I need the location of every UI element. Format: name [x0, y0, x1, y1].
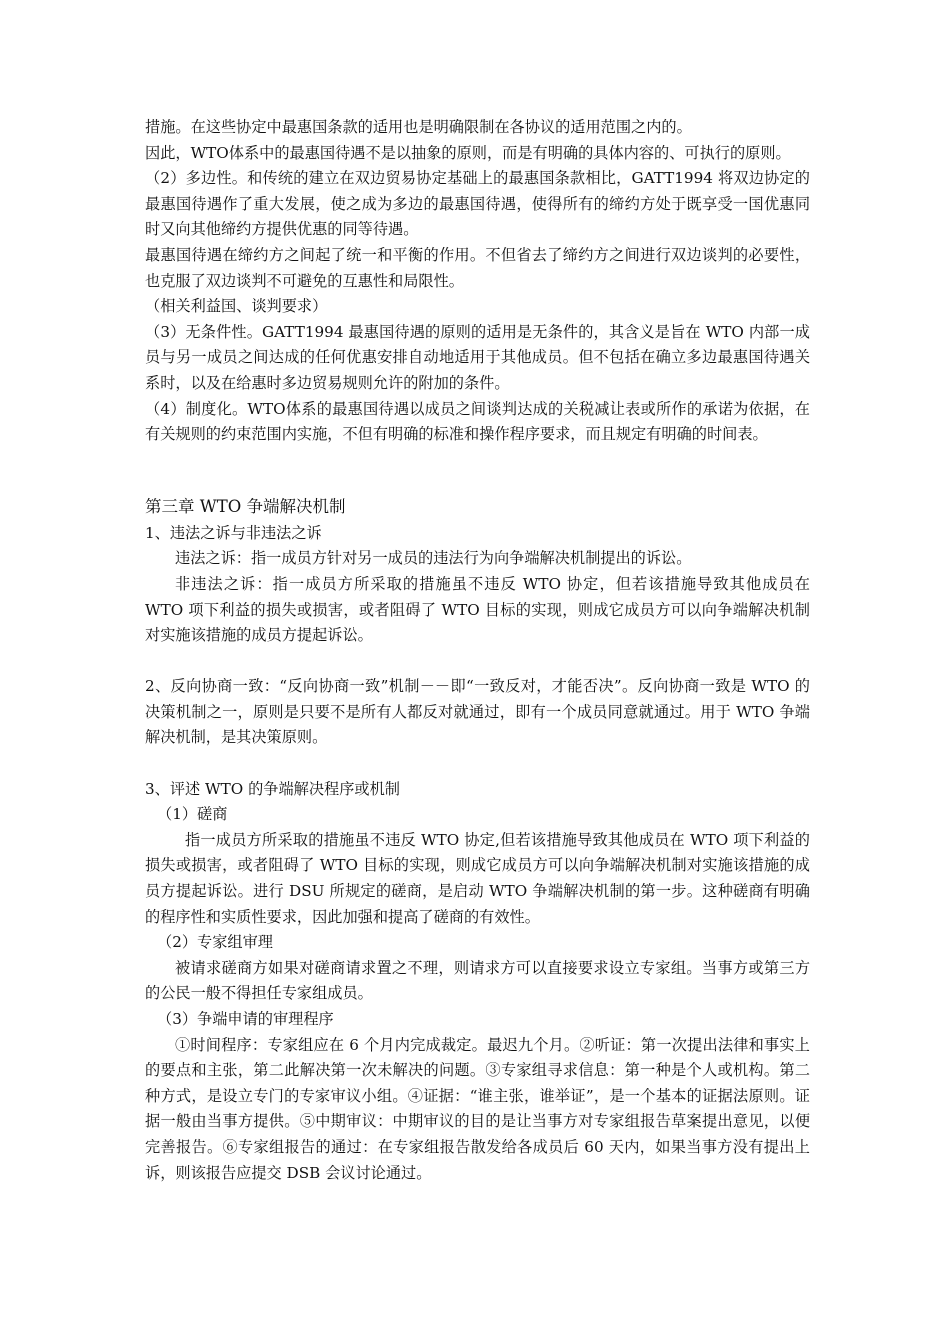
paragraph-procedure: ①时间程序：专家组应在 6 个月内完成裁定。最迟九个月。②听证：第一次提出法律和事实上的要点和主张，第二此解决第一次未解决的问题。③专家组寻求信息：第一种是个人或机构。第二种方式，是设立专门的专家审议小组。④证据：“谁主张，谁举证”，是一个基本的证据法原则。证据一般由当事方提供。⑤中期审议：中期审议的目的是让当事方对专家组报告草案提出意见，以便完善报告。⑥专家组报告的通过：在专家组报告散发给各成员后 60 天内，如果当事方没有提出上诉，则该报告应提交 DSB 会议讨论通过。 — [145, 1035, 810, 1182]
paragraph-multilateral: （2）多边性。和传统的建立在双边贸易协定基础上的最惠国条款相比，GATT1994 将双边协定的最惠国待遇作了重大发展，使之成为多边的最惠国待遇，使得所有的缔约方处于既享受一国优惠同时又向其他缔约方提供优惠的同等待遇。 — [145, 169, 810, 239]
subheading-panel-review: （2）专家组审理 — [157, 933, 273, 952]
section-heading-3: 3、评述 WTO 的争端解决程序或机制 — [145, 779, 400, 798]
paragraph-note: （相关利益国、谈判要求） — [145, 297, 328, 316]
paragraph-mfn-scope: 措施。在这些协定中最惠国条款的适用也是明确限制在各协议的适用范围之内的。 — [145, 118, 692, 136]
subheading-consultation: （1）磋商 — [157, 805, 228, 824]
paragraph-mfn-executable: 因此，WTO体系中的最惠国待遇不是以抽象的原则，而是有明确的具体内容的、可执行的原则。 — [145, 143, 791, 162]
subheading-procedure: （3）争端申请的审理程序 — [157, 1010, 334, 1028]
paragraph-violation-complaint: 违法之诉：指一成员方针对另一成员的违法行为向争端解决机制提出的诉讼。 — [175, 549, 692, 568]
section-heading-1: 1、违法之诉与非违法之诉 — [145, 523, 322, 542]
document-page — [145, 115, 810, 1186]
paragraph-non-violation-complaint: 非违法之诉：指一成员方所采取的措施虽不违反 WTO 协定，但若该措施导致其他成员在 WTO 项下利益的损失或损害，或者阻碍了 WTO 目标的实现，则成它成员方可以向争端解决机制对实施该措施的成员方提起诉讼。 — [145, 574, 810, 645]
paragraph-mfn-balance: 最惠国待遇在缔约方之间起了统一和平衡的作用。不但省去了缔约方之间进行双边谈判的必要性，也克服了双边谈判不可避免的互惠性和局限性。 — [145, 245, 810, 290]
paragraph-panel-review: 被请求磋商方如果对磋商请求置之不理，则请求方可以直接要求设立专家组。当事方或第三方的公民一般不得担任专家组成员。 — [145, 958, 810, 1003]
section-reverse-consensus: 2、反向协商一致：“反向协商一致”机制－－即“一致反对，才能否决”。反向协商一致是 WTO 的决策机制之一，原则是只要不是所有人都反对就通过，即有一个成员同意就通过。用于 WTO 争端解决机制，是其决策原则。 — [145, 677, 810, 747]
chapter-heading: 第三章 WTO 争端解决机制 — [145, 496, 346, 516]
paragraph-unconditional: （3）无条件性。GATT1994 最惠国待遇的原则的适用是无条件的，其含义是旨在 WTO 内部一成员与另一成员之间达成的任何优惠安排自动地适用于其他成员。但不包括在确立多边最惠国待遇关系时，以及在给惠时多边贸易规则允许的附加的条件。 — [145, 322, 810, 392]
paragraph-consultation: 指一成员方所采取的措施虽不违反 WTO 协定,但若该措施导致其他成员在 WTO 项下利益的损失或损害，或者阻碍了 WTO 目标的实现，则成它成员方可以向争端解决机制对实施该措施的成员方提起诉讼。进行 DSU 所规定的磋商，是启动 WTO 争端解决机制的第一步。这种磋商有明确的程序性和实质性要求，因此加强和提高了磋商的有效性。 — [145, 830, 810, 926]
paragraph-institutional: （4）制度化。WTO体系的最惠国待遇以成员之间谈判达成的关税减让表或所作的承诺为依据，在有关规则的约束范围内实施，不但有明确的标准和操作程序要求，而且规定有明确的时间表。 — [145, 399, 810, 444]
